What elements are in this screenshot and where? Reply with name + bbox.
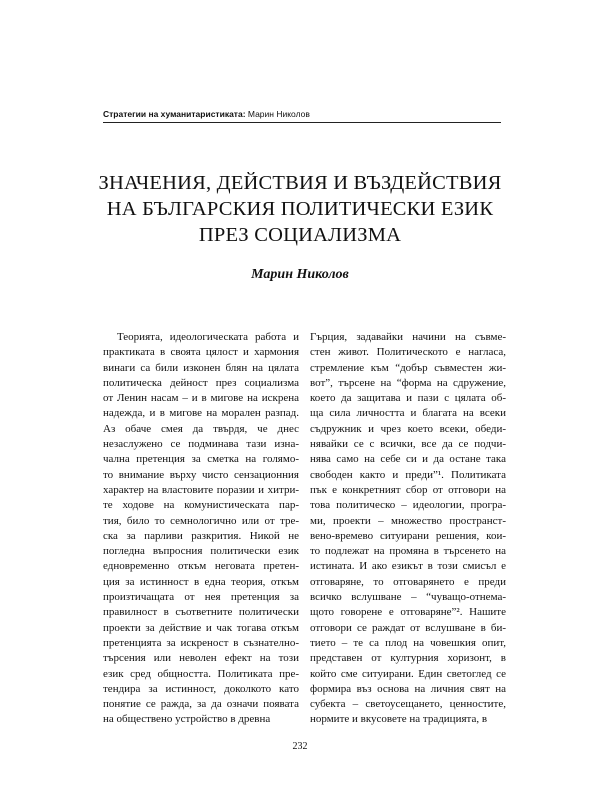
text-line: съдружник и чрез което всеки, обеди-	[310, 422, 506, 435]
text-line: те ходове на комунистическата пар-	[103, 499, 299, 512]
text-line: което да защитава и пази с цялата об-	[310, 392, 506, 405]
right-text-column	[310, 330, 506, 728]
article-author: Марин Николов	[251, 267, 349, 282]
text-line: тието – те са плод на човешкия опит,	[310, 636, 506, 649]
text-line: незаслужено се подминава тази изна-	[103, 438, 299, 451]
text-line: вено-времево ситуирани решения, кои-	[310, 529, 506, 542]
text-line: то внимание върху чисто сензационния	[103, 468, 299, 481]
text-line: представен от културния хоризонт, в	[310, 652, 506, 665]
text-line: понятие се ражда, за да означи появата	[103, 698, 299, 711]
title-line: ПРЕЗ СОЦИАЛИЗМА	[198, 224, 402, 246]
text-line: то подлежат на промяна в търсенето на	[310, 545, 506, 558]
running-head	[103, 109, 501, 123]
text-line: формира въз основа на личния свят на	[310, 682, 506, 695]
text-line: практиката в своята цялост и хармония	[103, 346, 299, 359]
page-number: 232	[292, 741, 308, 752]
text-line: отговори се раждат от вслушване в би-	[310, 621, 506, 634]
text-line: субекта – светоусещането, ценностите,	[310, 698, 506, 711]
article-title	[80, 170, 520, 248]
text-line: погледна въпросния политически език	[103, 545, 299, 558]
text-line: претенцията за искреност в съзнателно-	[103, 636, 299, 649]
text-line: едновременно откъм неговата претен-	[103, 560, 299, 573]
text-line: Гърция, задавайки начини на съвме-	[310, 331, 506, 343]
text-line: който сме ситуирани. Един светоглед се	[310, 667, 506, 680]
text-line: пък е конкретният сбор от отговори на	[310, 483, 506, 496]
text-line: ция за истинност в една теория, откъм	[103, 575, 299, 588]
text-line: тия, било то семнологично или от тре-	[103, 514, 299, 527]
text-line: правилност в съответните политически	[103, 606, 299, 619]
text-line: ска за парливи разкрития. Никой не	[103, 529, 299, 542]
text-line: проекти за действие и чак тогава откъм	[103, 621, 299, 634]
text-line: произтичащата от нея претенция за	[103, 591, 299, 604]
text-line: всичко вслушване – “чуващо-отнема-	[310, 591, 506, 604]
text-line: на обществено устройство в древна	[103, 713, 271, 726]
text-line: търсения или неволен ефект на този	[103, 652, 299, 665]
text-line: ща сила личността и благата на всеки	[310, 407, 506, 420]
text-line: щото говорене е отговаряне”². Нашите	[310, 606, 506, 619]
running-head-author: Марин Николов	[245, 109, 310, 119]
text-line: това политическо – идеологии, програ-	[310, 499, 506, 512]
text-line: надежда, и в мигове на морален разпад.	[103, 407, 299, 420]
text-line: от Ленин насам – и в мигове на искрена	[103, 392, 299, 405]
text-line: политическа дейност през социализма	[103, 376, 299, 389]
text-line: Теорията, идеологическата работа и	[117, 331, 299, 343]
text-line: стремление към “добър съвместен жи-	[310, 361, 506, 374]
text-line: истината. И ако езикът в този смисъл е	[310, 560, 506, 573]
text-line: вот”, търсене на “форма на сдружение,	[310, 376, 506, 389]
text-line: Аз обаче смея да твърдя, че днес	[103, 422, 299, 435]
text-line: отговаряне, то отговарянето е преди	[310, 575, 506, 588]
text-line: тендира за истинност, доколкото като	[103, 682, 299, 695]
running-head-section: Стратегии на хуманитаристиката:	[103, 109, 246, 119]
text-line: нормите и вкусовете на традицията, в	[310, 713, 488, 726]
text-line: нява само на себе си и да остане така	[310, 453, 506, 466]
text-line: чална претенция за сметка на голямо-	[103, 453, 299, 466]
title-line: НА БЪЛГАРСКИЯ ПОЛИТИЧЕСКИ ЕЗИК	[106, 198, 494, 220]
text-line: стен живот. Политическото е нагласа,	[310, 346, 506, 359]
text-line: винаги са били изконен блян на цялата	[103, 361, 299, 374]
text-line: характер на властовите поразии и хитри-	[103, 483, 299, 496]
text-line: свободен както и преди”¹. Политиката	[310, 468, 506, 481]
title-line: ЗНАЧЕНИЯ, ДЕЙСТВИЯ И ВЪЗДЕЙСТВИЯ	[98, 172, 502, 194]
text-line: нявайки се с всички, все да се подчи-	[310, 438, 506, 451]
left-text-column	[103, 330, 299, 728]
text-line: език сред общността. Политиката пре-	[103, 667, 299, 680]
text-line: ми, проекти – множество пространст-	[310, 514, 506, 527]
